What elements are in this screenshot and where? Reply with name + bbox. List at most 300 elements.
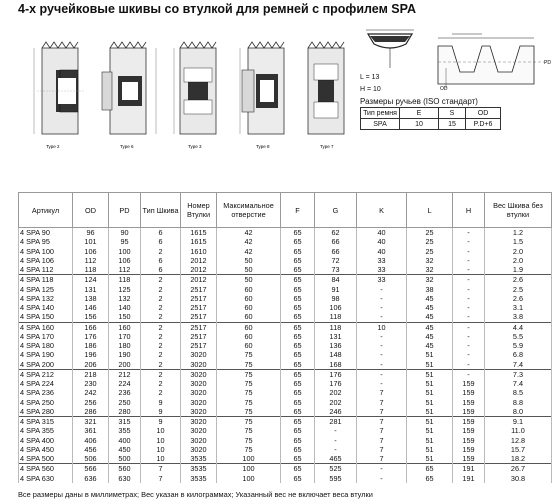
table-cell: 75 — [217, 436, 281, 445]
table-cell: 159 — [453, 426, 485, 435]
table-cell: 595 — [315, 474, 357, 483]
table-cell: 2 — [141, 312, 181, 322]
pulley-diagram-type-3 — [174, 42, 216, 134]
table-row — [19, 294, 552, 303]
table-cell: 186 — [73, 341, 109, 350]
table-cell: 65 — [281, 322, 315, 332]
table-cell: 75 — [217, 369, 281, 379]
table-cell: 355 — [109, 426, 141, 435]
table-cell: 50 — [217, 275, 281, 285]
table-cell: 2 — [141, 303, 181, 312]
table-cell: 4 SPA 90 — [19, 228, 73, 238]
table-cell: 30.8 — [485, 474, 552, 483]
table-cell: 75 — [217, 360, 281, 370]
table-cell: 2 — [141, 379, 181, 388]
table-cell: 7 — [357, 407, 407, 417]
table-row — [19, 454, 552, 464]
table-cell: 200 — [109, 360, 141, 370]
pulley-diagram-type-6 — [102, 42, 156, 134]
table-cell: 8.5 — [485, 388, 552, 397]
table-cell: 101 — [73, 237, 109, 246]
table-cell: 406 — [73, 436, 109, 445]
table-cell: 2 — [141, 247, 181, 256]
table-cell: - — [453, 332, 485, 341]
table-row — [19, 247, 552, 256]
table-cell: - — [453, 312, 485, 322]
table-cell: 6 — [141, 256, 181, 265]
table-cell: 148 — [315, 350, 357, 359]
table-cell: 26.7 — [485, 464, 552, 474]
table-cell: 218 — [73, 369, 109, 379]
table-cell: 3020 — [181, 398, 217, 407]
table-cell: 65 — [281, 312, 315, 322]
table-cell: 4 SPA 200 — [19, 360, 73, 370]
table-cell: 6 — [141, 265, 181, 275]
table-cell: 60 — [217, 285, 281, 294]
table-cell: 250 — [109, 398, 141, 407]
table-cell: 65 — [281, 350, 315, 359]
table-cell: 4 SPA 106 — [19, 256, 73, 265]
table-cell: 65 — [281, 436, 315, 445]
table-cell: 4 SPA 160 — [19, 322, 73, 332]
table-cell: 131 — [73, 285, 109, 294]
table-cell: 4 SPA 150 — [19, 312, 73, 322]
table-cell: 118 — [109, 275, 141, 285]
table-cell: 4 SPA 212 — [19, 369, 73, 379]
table-cell: 75 — [217, 426, 281, 435]
table-cell: - — [357, 369, 407, 379]
table-cell: 315 — [109, 417, 141, 427]
pulley-type-diagrams — [30, 40, 350, 158]
belt-dimensions — [360, 72, 381, 96]
column-header: K — [357, 193, 407, 228]
table-cell: 3020 — [181, 369, 217, 379]
table-cell: 560 — [109, 464, 141, 474]
table-cell: 202 — [315, 388, 357, 397]
table-cell: 15.7 — [485, 445, 552, 454]
table-cell: 4 SPA 95 — [19, 237, 73, 246]
table-cell: 159 — [453, 454, 485, 464]
table-cell: 191 — [453, 474, 485, 483]
table-cell: 75 — [217, 445, 281, 454]
table-cell: 32 — [407, 275, 453, 285]
table-cell: 2517 — [181, 294, 217, 303]
table-row — [19, 417, 552, 427]
table-cell: - — [357, 332, 407, 341]
table-cell: 32 — [407, 265, 453, 275]
table-cell: 196 — [73, 350, 109, 359]
table-row — [19, 464, 552, 474]
table-cell: 566 — [73, 464, 109, 474]
table-cell: 2517 — [181, 285, 217, 294]
pulley-diagram-type-7 — [308, 42, 344, 134]
table-cell: 9 — [141, 417, 181, 427]
table-cell: 65 — [281, 285, 315, 294]
table-cell: 4 SPA 224 — [19, 379, 73, 388]
groove-header: S — [439, 108, 466, 119]
table-cell: 2.5 — [485, 285, 552, 294]
table-row — [19, 332, 552, 341]
table-cell: - — [357, 312, 407, 322]
table-cell: 65 — [281, 426, 315, 435]
table-cell: 45 — [407, 341, 453, 350]
table-cell: 4 SPA 450 — [19, 445, 73, 454]
table-cell: 525 — [315, 464, 357, 474]
table-cell: 100 — [217, 474, 281, 483]
table-cell: 3020 — [181, 388, 217, 397]
table-cell: 2012 — [181, 275, 217, 285]
table-cell: 65 — [281, 454, 315, 464]
table-row — [19, 445, 552, 454]
table-cell: 50 — [217, 265, 281, 275]
table-cell: 132 — [109, 294, 141, 303]
table-cell: 62 — [315, 228, 357, 238]
od-label: OD — [440, 86, 448, 92]
table-cell: - — [357, 379, 407, 388]
table-cell: 112 — [109, 265, 141, 275]
table-cell: 12.8 — [485, 436, 552, 445]
table-cell: 8.8 — [485, 398, 552, 407]
table-cell: 95 — [109, 237, 141, 246]
table-cell: 96 — [73, 228, 109, 238]
table-cell: 10 — [141, 445, 181, 454]
table-cell: 40 — [357, 228, 407, 238]
belt-dimension-l: L = 13 — [360, 74, 380, 81]
table-cell: 6 — [141, 228, 181, 238]
table-cell: - — [453, 237, 485, 246]
table-cell: 4 SPA 560 — [19, 464, 73, 474]
pulley-spec-table — [18, 192, 552, 483]
table-cell: 60 — [217, 332, 281, 341]
table-cell: 65 — [281, 237, 315, 246]
table-cell: 10 — [141, 454, 181, 464]
diagram-type-label: Type 6 — [120, 144, 134, 149]
table-cell: 1.9 — [485, 265, 552, 275]
table-cell: 176 — [73, 332, 109, 341]
table-cell: 40 — [357, 247, 407, 256]
table-cell: 1.5 — [485, 237, 552, 246]
table-cell: 10 — [141, 436, 181, 445]
table-cell: - — [453, 285, 485, 294]
table-cell: 7 — [357, 398, 407, 407]
table-cell: 159 — [453, 388, 485, 397]
column-header: PD — [109, 193, 141, 228]
table-cell: 51 — [407, 388, 453, 397]
table-cell: 7 — [357, 436, 407, 445]
table-cell: - — [315, 445, 357, 454]
table-row — [19, 398, 552, 407]
table-cell: 7.3 — [485, 369, 552, 379]
pulley-diagram-type-2 — [34, 42, 84, 134]
table-cell: 2 — [141, 294, 181, 303]
groove-dimensions-table — [360, 107, 501, 130]
diagram-type-label: Type 2 — [46, 144, 60, 149]
table-cell: 159 — [453, 379, 485, 388]
table-cell: 10 — [141, 426, 181, 435]
table-cell: 4 SPA 190 — [19, 350, 73, 359]
table-cell: 65 — [281, 360, 315, 370]
table-cell: - — [453, 228, 485, 238]
table-cell: 51 — [407, 436, 453, 445]
table-cell: 32 — [407, 256, 453, 265]
table-cell: 7 — [357, 454, 407, 464]
table-cell: 7 — [357, 426, 407, 435]
table-cell: 65 — [407, 474, 453, 483]
table-row — [19, 360, 552, 370]
table-cell: 246 — [315, 407, 357, 417]
table-cell: 106 — [315, 303, 357, 312]
table-cell: 4 SPA 250 — [19, 398, 73, 407]
table-cell: 10 — [357, 322, 407, 332]
column-header: OD — [73, 193, 109, 228]
table-cell: 60 — [217, 341, 281, 350]
table-row — [19, 350, 552, 359]
table-cell: 9.1 — [485, 417, 552, 427]
table-cell: 2.6 — [485, 275, 552, 285]
table-cell: 51 — [407, 350, 453, 359]
table-row — [19, 237, 552, 246]
table-cell: 9 — [141, 407, 181, 417]
groove-header: Тип ремня — [361, 108, 400, 119]
table-cell: 1.2 — [485, 228, 552, 238]
column-header: F — [281, 193, 315, 228]
table-cell: 2517 — [181, 322, 217, 332]
table-row — [19, 341, 552, 350]
table-cell: 8.0 — [485, 407, 552, 417]
table-cell: 159 — [453, 436, 485, 445]
table-cell: 91 — [315, 285, 357, 294]
table-cell: 45 — [407, 322, 453, 332]
table-cell: 156 — [73, 312, 109, 322]
table-cell: 2 — [141, 285, 181, 294]
table-cell: 65 — [281, 398, 315, 407]
table-cell: 11.0 — [485, 426, 552, 435]
belt-dimension-h: H = 10 — [360, 86, 381, 93]
table-cell: 456 — [73, 445, 109, 454]
table-row — [19, 436, 552, 445]
table-cell: - — [357, 464, 407, 474]
table-cell: 65 — [281, 407, 315, 417]
table-cell: 3020 — [181, 379, 217, 388]
table-cell: - — [453, 322, 485, 332]
table-cell: 106 — [73, 247, 109, 256]
table-cell: 2012 — [181, 256, 217, 265]
table-cell: - — [453, 360, 485, 370]
table-row — [19, 369, 552, 379]
table-cell: 45 — [407, 303, 453, 312]
table-cell: 465 — [315, 454, 357, 464]
table-cell: 4 SPA 400 — [19, 436, 73, 445]
table-cell: 321 — [73, 417, 109, 427]
table-cell: 2 — [141, 360, 181, 370]
table-row — [19, 312, 552, 322]
table-cell: 2517 — [181, 303, 217, 312]
table-cell: 2 — [141, 369, 181, 379]
table-cell: 450 — [109, 445, 141, 454]
table-cell: 45 — [407, 312, 453, 322]
table-cell: 159 — [453, 407, 485, 417]
table-cell: 3020 — [181, 426, 217, 435]
table-row — [19, 228, 552, 238]
table-cell: 33 — [357, 265, 407, 275]
footer-note: Все размеры даны в миллиметрах; Вес указан в килограммах; Указанный вес не включает веса втулки — [18, 490, 373, 499]
table-cell: 2517 — [181, 341, 217, 350]
table-cell: 65 — [281, 379, 315, 388]
table-cell: 60 — [217, 294, 281, 303]
table-cell: - — [357, 303, 407, 312]
table-cell: 51 — [407, 369, 453, 379]
table-cell: 118 — [315, 322, 357, 332]
table-cell: 7.4 — [485, 379, 552, 388]
table-cell: - — [453, 303, 485, 312]
table-cell: 3.8 — [485, 312, 552, 322]
table-cell: 65 — [281, 388, 315, 397]
table-cell: 4 SPA 132 — [19, 294, 73, 303]
table-cell: 42 — [217, 228, 281, 238]
table-cell: 7.4 — [485, 360, 552, 370]
table-cell: 2517 — [181, 312, 217, 322]
column-header: Тип Шкива — [141, 193, 181, 228]
table-cell: 7 — [357, 417, 407, 427]
table-cell: 2012 — [181, 265, 217, 275]
table-cell: 65 — [281, 369, 315, 379]
table-cell: 100 — [217, 454, 281, 464]
table-cell: - — [453, 350, 485, 359]
table-cell: 224 — [109, 379, 141, 388]
table-cell: 106 — [109, 256, 141, 265]
table-cell: 6 — [141, 237, 181, 246]
groove-cell: P.D+6 — [466, 119, 501, 130]
table-cell: 45 — [407, 332, 453, 341]
table-cell: 2517 — [181, 332, 217, 341]
table-cell: 25 — [407, 237, 453, 246]
table-cell: 280 — [109, 407, 141, 417]
table-cell: - — [357, 341, 407, 350]
table-cell: 150 — [109, 312, 141, 322]
table-cell: - — [453, 369, 485, 379]
groove-cell: 15 — [439, 119, 466, 130]
table-cell: 9 — [141, 398, 181, 407]
table-cell: 236 — [109, 388, 141, 397]
column-header: G — [315, 193, 357, 228]
table-cell: 500 — [109, 454, 141, 464]
table-cell: 25 — [407, 247, 453, 256]
table-cell: 51 — [407, 426, 453, 435]
table-cell: 51 — [407, 445, 453, 454]
table-cell: 66 — [315, 237, 357, 246]
table-cell: 4 SPA 500 — [19, 454, 73, 464]
table-cell: 4 SPA 140 — [19, 303, 73, 312]
table-cell: 65 — [281, 294, 315, 303]
table-cell: 33 — [357, 256, 407, 265]
table-cell: 1615 — [181, 237, 217, 246]
table-cell: 506 — [73, 454, 109, 464]
groove-header: E — [400, 108, 439, 119]
table-cell: 4 SPA 180 — [19, 341, 73, 350]
table-cell: - — [453, 256, 485, 265]
table-cell: 73 — [315, 265, 357, 275]
column-header: Номер Втулки — [181, 193, 217, 228]
table-cell: 4 SPA 355 — [19, 426, 73, 435]
table-row — [19, 474, 552, 483]
table-cell: - — [453, 265, 485, 275]
table-cell: 75 — [217, 407, 281, 417]
diagram-type-label: Туре 3 — [188, 144, 202, 149]
table-cell: 7 — [357, 445, 407, 454]
column-header: H — [453, 193, 485, 228]
table-cell: 4 SPA 315 — [19, 417, 73, 427]
table-cell: 125 — [109, 285, 141, 294]
table-cell: 100 — [217, 464, 281, 474]
table-cell: 159 — [453, 398, 485, 407]
table-cell: 65 — [281, 341, 315, 350]
table-cell: 25 — [407, 228, 453, 238]
table-cell: 40 — [357, 237, 407, 246]
table-row — [19, 256, 552, 265]
table-cell: 7 — [357, 388, 407, 397]
table-cell: 65 — [281, 474, 315, 483]
table-cell: 60 — [217, 303, 281, 312]
table-cell: 202 — [315, 398, 357, 407]
table-cell: 3020 — [181, 350, 217, 359]
table-cell: 100 — [109, 247, 141, 256]
page-title: 4-х ручейковые шкивы со втулкой для ремней с профилем SPA — [18, 2, 417, 16]
table-cell: 65 — [281, 332, 315, 341]
table-cell: 4.4 — [485, 322, 552, 332]
table-cell: 138 — [73, 294, 109, 303]
table-cell: 3020 — [181, 445, 217, 454]
table-cell: 51 — [407, 454, 453, 464]
groove-section-diagram — [434, 28, 560, 92]
table-cell: - — [453, 275, 485, 285]
table-cell: 3.1 — [485, 303, 552, 312]
groove-cell: SPA — [361, 119, 400, 130]
table-cell: 75 — [217, 398, 281, 407]
table-cell: 51 — [407, 360, 453, 370]
table-cell: 60 — [217, 322, 281, 332]
table-cell: 42 — [217, 247, 281, 256]
table-cell: 5.9 — [485, 341, 552, 350]
table-cell: 2 — [141, 350, 181, 359]
table-cell: 65 — [281, 464, 315, 474]
table-cell: 159 — [453, 417, 485, 427]
table-cell: 3020 — [181, 417, 217, 427]
table-cell: - — [453, 294, 485, 303]
table-cell: 75 — [217, 350, 281, 359]
table-cell: - — [453, 247, 485, 256]
table-cell: 33 — [357, 275, 407, 285]
table-cell: - — [357, 474, 407, 483]
table-cell: 18.2 — [485, 454, 552, 464]
table-cell: 159 — [453, 445, 485, 454]
table-cell: 50 — [217, 256, 281, 265]
table-cell: 136 — [315, 341, 357, 350]
table-cell: 3020 — [181, 407, 217, 417]
table-cell: - — [357, 360, 407, 370]
table-cell: - — [357, 285, 407, 294]
table-cell: 1610 — [181, 247, 217, 256]
table-cell: - — [315, 436, 357, 445]
table-cell: 2 — [141, 341, 181, 350]
table-cell: 131 — [315, 332, 357, 341]
table-cell: 168 — [315, 360, 357, 370]
table-cell: 42 — [217, 237, 281, 246]
column-header: Артикул — [19, 193, 73, 228]
column-header: Максимальное отверстие — [217, 193, 281, 228]
table-row — [19, 265, 552, 275]
table-cell: 3020 — [181, 360, 217, 370]
table-cell: 4 SPA 170 — [19, 332, 73, 341]
